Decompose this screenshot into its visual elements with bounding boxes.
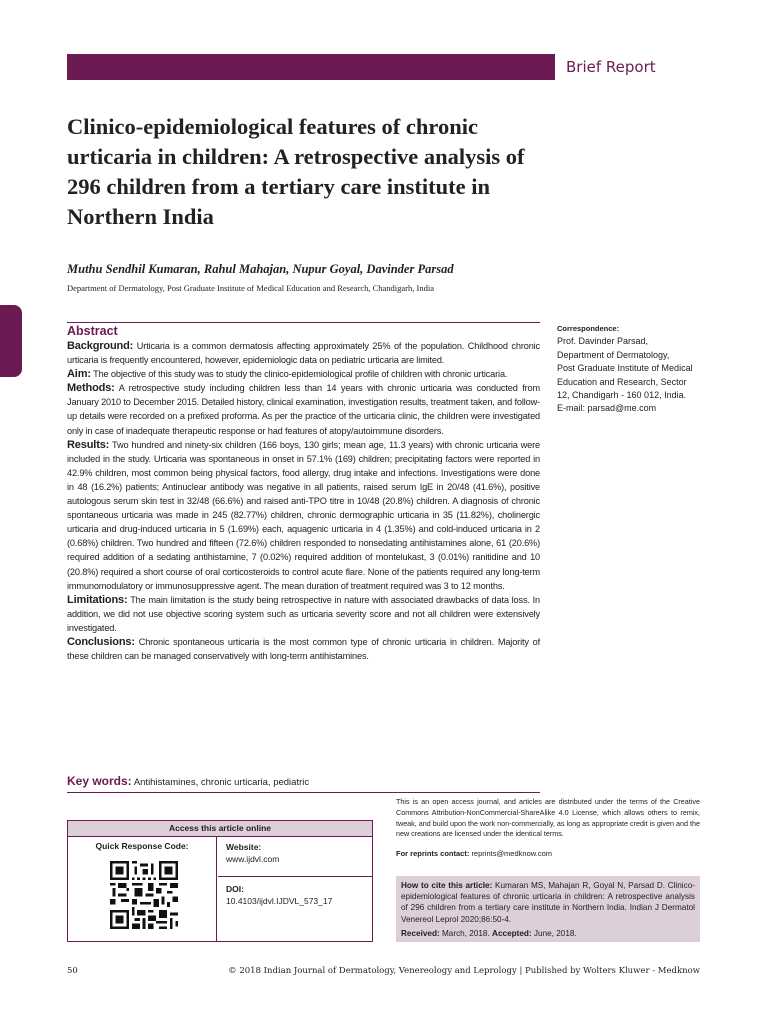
received-date: March, 2018. — [441, 928, 490, 938]
background-text: Urticaria is a common dermatosis affecting approximately 25% of the population. Childhood chronic urticaria is frequently encountered, however, epidemiologic data on pediatric urticaria are limited. — [67, 341, 540, 366]
background-label: Background: — [67, 340, 134, 352]
correspondence — [557, 322, 717, 416]
citation — [401, 880, 695, 925]
correspondence-line: 12, Chandigarh - 160 012, India. — [557, 390, 687, 401]
article-title: Clinico-epidemiological features of chronic urticaria in children: A retrospective analysis of 296 children from a tertiary care institute in Northern India — [67, 114, 525, 229]
correspondence-email[interactable]: E-mail: parsad@me.com — [557, 403, 657, 414]
abstract-background — [67, 339, 540, 367]
abstract-methods — [67, 381, 540, 437]
accepted-date: June, 2018. — [533, 928, 577, 938]
reprints-label: For reprints contact: — [396, 849, 470, 858]
website-row — [218, 837, 372, 877]
page-number: 50 — [67, 966, 78, 976]
qr-code-icon[interactable] — [110, 861, 178, 929]
abstract — [67, 322, 540, 663]
access-heading: Access this article online — [68, 821, 372, 837]
keywords — [67, 774, 540, 793]
methods-text: A retrospective study including children less than 14 years with chronic urticaria was conducted from January 2010 to December 2015. Detailed history, clinical examination, investigation results, treatment taken, and follow-up details were recorded on a prefixed proforma. As per the practice of the urticaria clinic, the children were investigated only in case of inadequate therapeutic response or had features of atopy/autoimmune disorders. — [67, 383, 540, 436]
keywords-label: Key words: — [67, 774, 132, 788]
reprints-contact — [396, 849, 700, 858]
received-accepted — [401, 928, 695, 939]
citation-label: How to cite this article: — [401, 881, 493, 890]
journal-copyright: © 2018 Indian Journal of Dermatology, Venereology and Leprology | Published by Wolters Kluwer - Medknow — [228, 966, 700, 976]
header-bar — [67, 54, 555, 80]
abstract-limitations — [67, 593, 540, 635]
access-box — [67, 820, 373, 942]
reprints-email[interactable]: reprints@medknow.com — [471, 849, 552, 858]
doi-link[interactable]: 10.4103/ijdvl.IJDVL_573_17 — [226, 896, 333, 906]
keywords-text: Antihistamines, chronic urticaria, pediatric — [133, 777, 310, 788]
citation-text: Kumaran MS, Mahajan R, Goyal N, Parsad D. Clinico-epidemiological features of chronic urticaria in children: A retrospective analysis of 296 children from a tertiary care institute in Northern India. Indian J Dermatol Venereol Leprol 2020;86:50-4. — [401, 881, 695, 924]
correspondence-line: Prof. Davinder Parsad, — [557, 336, 649, 347]
citation-box — [396, 876, 700, 942]
limitations-text: The main limitation is the study being retrospective in nature with associated drawbacks of data loss. In addition, we did not use objective scoring system such as urticaria severity score and not all children were extensively investigated. — [67, 594, 540, 633]
aim-label: Aim: — [67, 368, 91, 381]
affiliation: Department of Dermatology, Post Graduate Institute of Medical Education and Research, Chandigarh, India — [67, 283, 434, 293]
limitations-label: Limitations: — [67, 593, 128, 606]
doi-row — [218, 877, 372, 913]
abstract-heading: Abstract — [67, 324, 118, 338]
abstract-results — [67, 438, 540, 593]
author-list: Muthu Sendhil Kumaran, Rahul Mahajan, Nupur Goyal, Davinder Parsad — [67, 262, 454, 276]
correspondence-line: Post Graduate Institute of Medical — [557, 363, 693, 374]
abstract-conclusions — [67, 635, 540, 663]
methods-label: Methods: — [67, 382, 115, 395]
doi-label: DOI: — [226, 884, 244, 894]
website-label: Website: — [226, 842, 262, 852]
correspondence-line: Education and Research, Sector — [557, 376, 687, 387]
accepted-label: Accepted: — [492, 928, 532, 938]
article-type: Brief Report — [566, 58, 656, 76]
correspondence-line: Department of Dermatology, — [557, 349, 670, 360]
received-label: Received: — [401, 928, 440, 938]
abstract-aim — [67, 367, 540, 381]
website-link[interactable]: www.ijdvl.com — [226, 854, 280, 864]
results-text: Two hundred and ninety-six children (166 boys, 130 girls; mean age, 11.3 years) with chronic urticaria were included in the study. Urticaria was spontaneous in onset in 57.1% (169) children; precipitating factors were reported in 42.9% children, most common being physical factors, food allergy, drug intake and infections. Investigations were done in 48 (16.2%) patients; Antinuclear antibody was negative in all patients, raised serum IgE in 20/48 (41.6%), positive autologous serum skin test in 32/48 (66.6%) and raised anti-TPO titre in 10/48 (20.8%) children. A diagnosis of chronic spontaneous urticaria was made in 245 (82.77%) children, chronic dermographic urticaria in 35 (11.82%), cholinergic urticaria and drug-induced urticaria in 5 (1.69%) each, aquagenic urticaria in 4 (1.35%) and cold-induced urticaria in 2 (0.68%) children. Two hundred and fifteen (72.6%) children responded to nonsedating antihistamines alone, 61 (20.6%) required addition of a sedating antihistamine, 7 (0.02%) required addition of montelukast, 3 (0.01%) ranitidine and 10 (20.8%) required a short course of oral corticosteroids to control acute flare. None of the patients required any long-term immunomodulatory or immunosuppressive agent. The mean duration of treatment required was 3 to 12 months. — [67, 439, 540, 591]
conclusions-text: Chronic spontaneous urticaria is the most common type of chronic urticaria in children. Majority of these children can be managed conservatively with long-term antihistamines. — [67, 636, 540, 662]
correspondence-label: Correspondence: — [557, 324, 620, 333]
side-tab — [0, 305, 22, 377]
results-label: Results: — [67, 438, 110, 451]
conclusions-label: Conclusions: — [67, 635, 135, 648]
qr-label: Quick Response Code: — [95, 841, 189, 851]
license-notice: This is an open access journal, and articles are distributed under the terms of the Creative Commons Attribution-NonCommercial-ShareAlike 4.0 License, which allows others to remix, tweak, and build upon the work non-commercially, as long as appropriate credit is given and the new creations are licensed under the identical terms. — [396, 797, 700, 839]
aim-text: The objective of this study was to study the clinico-epidemiological profile of children with chronic urticaria. — [93, 369, 508, 380]
access-details — [218, 837, 372, 941]
qr-column — [68, 837, 217, 941]
